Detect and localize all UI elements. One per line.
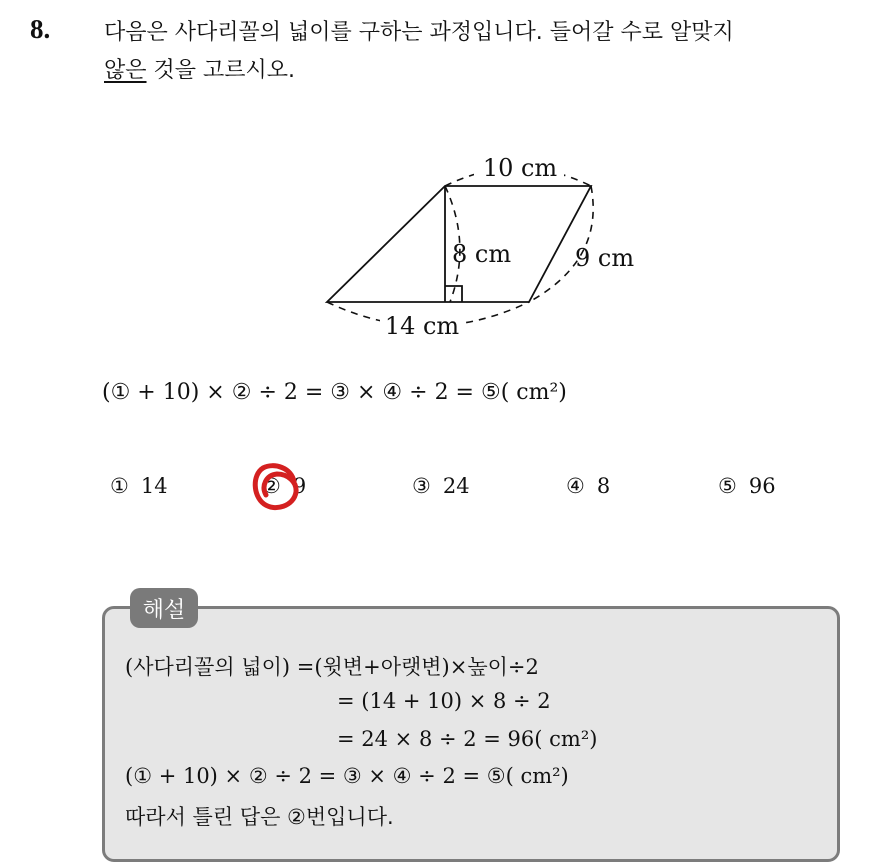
area-formula: (① + 10) × ② ÷ 2 = ③ × ④ ÷ 2 = ⑤( cm²) (102, 380, 567, 405)
question-text-part2: 것을 고르시오. (146, 58, 296, 83)
question-number: 8. (30, 14, 51, 44)
question-text-part1: 다음은 사다리꼴의 넓이를 구하는 과정입니다. 들어갈 수로 알맞지 (104, 20, 734, 45)
choice-5[interactable] (718, 474, 776, 498)
choice-3-number: ③ (412, 474, 431, 498)
choice-4-number: ④ (566, 474, 585, 498)
answer-mark-circle (250, 460, 302, 516)
explanation-tag: 해설 (130, 588, 198, 628)
height-label: 8 cm (452, 240, 512, 268)
side-label: 9 cm (575, 244, 635, 272)
choice-2-number: ② (262, 474, 281, 498)
top-label: 10 cm (482, 154, 558, 182)
question-text-underlined: 않은 (104, 58, 147, 83)
explanation-line-3: = 24 × 8 ÷ 2 = 96( cm²) (337, 727, 598, 751)
choice-2-value: 9 (292, 474, 307, 498)
answer-choices (110, 474, 810, 506)
choice-3-value: 24 (442, 474, 470, 498)
choice-3[interactable] (412, 474, 470, 498)
choice-5-number: ⑤ (718, 474, 737, 498)
choice-1-value: 14 (140, 474, 168, 498)
question-text (104, 14, 874, 90)
bottom-label: 14 cm (384, 312, 460, 340)
trapezoid-figure (300, 140, 680, 350)
choice-4[interactable] (566, 474, 610, 498)
choice-4-value: 8 (596, 474, 611, 498)
explanation-line-2: = (14 + 10) × 8 ÷ 2 (337, 689, 551, 713)
explanation-line-4: (① + 10) × ② ÷ 2 = ③ × ④ ÷ 2 = ⑤( cm²) (125, 764, 569, 788)
choice-5-value: 96 (748, 474, 776, 498)
explanation-line-1: (사다리꼴의 넓이) =(윗변+아랫변)×높이÷2 (125, 655, 539, 679)
explanation-box (102, 606, 840, 862)
choice-1-number: ① (110, 474, 129, 498)
explanation-line-5: 따라서 틀린 답은 ②번입니다. (125, 805, 394, 829)
choice-1[interactable] (110, 474, 168, 498)
